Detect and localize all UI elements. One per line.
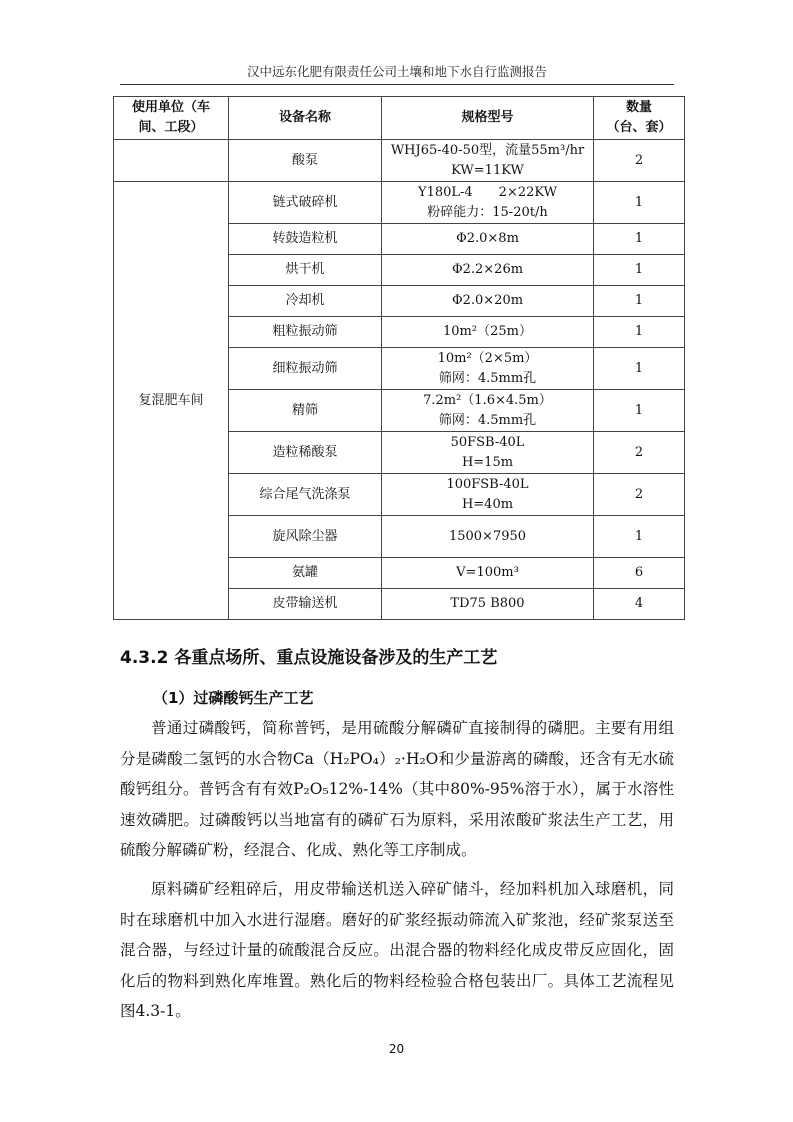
- table-cell-spec: TD75 B800: [382, 589, 594, 620]
- header-divider: [120, 84, 674, 85]
- table-cell-qty: 1: [594, 317, 685, 348]
- table-row: [114, 140, 685, 182]
- table-cell-name: 细粒振动筛: [229, 348, 382, 390]
- subsection-heading: （1）过磷酸钙生产工艺: [153, 689, 314, 707]
- header-unit: 使用单位（车 间、工段）: [114, 97, 229, 140]
- table-cell-qty: 2: [594, 432, 685, 474]
- header-quantity: 数量 （台、套）: [594, 97, 685, 140]
- header-equipment-name: 设备名称: [229, 97, 382, 140]
- table-cell-spec: Y180L-4 2×22KW 粉碎能力：15-20t/h: [382, 182, 594, 224]
- table-cell-name: 皮带输送机: [229, 589, 382, 620]
- table-cell-qty: 4: [594, 589, 685, 620]
- table-cell-name: 精筛: [229, 390, 382, 432]
- table-cell-qty: 6: [594, 558, 685, 589]
- table-cell-qty: 1: [594, 348, 685, 390]
- table-cell-name: 酸泵: [229, 140, 382, 182]
- table-cell-spec: 10m²（2×5m） 筛网：4.5mm孔: [382, 348, 594, 390]
- body-paragraph-1: 普通过磷酸钙，简称普钙，是用硫酸分解磷矿直接制得的磷肥。主要有用组分是磷酸二氢钙的水合物Ca（H₂PO₄）₂·H₂O和少量游离的磷酸，还含有无水硫酸钙组分。普钙含有有效P₂O₅12%-14%（其中80%-95%溶于水），属于水溶性速效磷肥。过磷酸钙以当地富有的磷矿石为原料，采用浓酸矿浆法生产工艺，用硫酸分解磷矿粉，经混合、化成、熟化等工序制成。: [120, 719, 674, 859]
- table-cell-name: 冷却机: [229, 286, 382, 317]
- equipment-table: [113, 96, 685, 620]
- table-cell-name: 粗粒振动筛: [229, 317, 382, 348]
- table-cell-spec: 1500×7950: [382, 516, 594, 558]
- header-spec: 规格型号: [382, 97, 594, 140]
- table-cell-unit-group: 复混肥车间: [114, 182, 229, 620]
- table-cell-name: 链式破碎机: [229, 182, 382, 224]
- table-cell-name: 氨罐: [229, 558, 382, 589]
- table-cell-qty: 1: [594, 516, 685, 558]
- table-cell-spec: Φ2.2×26m: [382, 255, 594, 286]
- table-cell-qty: 1: [594, 182, 685, 224]
- table-cell-spec: V=100m³: [382, 558, 594, 589]
- table-cell-qty: 1: [594, 224, 685, 255]
- table-cell-spec: Φ2.0×20m: [382, 286, 594, 317]
- body-paragraph-2: 原料磷矿经粗碎后，用皮带输送机送入碎矿储斗，经加料机加入球磨机，同时在球磨机中加入水进行湿磨。磨好的矿浆经振动筛流入矿浆池，经矿浆泵送至混合器，与经过计量的硫酸混合反应。出混合器的物料经化成皮带反应固化，固化后的物料到熟化库堆置。熟化后的物料经检验合格包装出厂。具体工艺流程见图4.3-1。: [120, 880, 674, 1020]
- section-heading: 4.3.2 各重点场所、重点设施设备涉及的生产工艺: [120, 648, 498, 668]
- table-row: [114, 182, 685, 224]
- table-cell-spec: 10m²（25m）: [382, 317, 594, 348]
- table-cell-spec: 100FSB-40L H=40m: [382, 474, 594, 516]
- table-cell-qty: 1: [594, 255, 685, 286]
- table-cell-spec: Φ2.0×8m: [382, 224, 594, 255]
- table-header-row: [114, 97, 685, 140]
- table-cell-name: 旋风除尘器: [229, 516, 382, 558]
- table-cell-unit: [114, 140, 229, 182]
- table-cell-qty: 1: [594, 286, 685, 317]
- table-cell-spec: WHJ65-40-50型，流量55m³/hr KW=11KW: [382, 140, 594, 182]
- table-cell-name: 转鼓造粒机: [229, 224, 382, 255]
- page-header: 汉中远东化肥有限责任公司土壤和地下水自行监测报告: [246, 64, 547, 79]
- table-cell-spec: 50FSB-40L H=15m: [382, 432, 594, 474]
- table-cell-spec: 7.2m²（1.6×4.5m） 筛网：4.5mm孔: [382, 390, 594, 432]
- table-cell-name: 综合尾气洗涤泵: [229, 474, 382, 516]
- table-cell-name: 烘干机: [229, 255, 382, 286]
- table-cell-name: 造粒稀酸泵: [229, 432, 382, 474]
- table-cell-qty: 1: [594, 390, 685, 432]
- table-cell-qty: 2: [594, 474, 685, 516]
- page-number: 20: [388, 1042, 405, 1056]
- table-cell-qty: 2: [594, 140, 685, 182]
